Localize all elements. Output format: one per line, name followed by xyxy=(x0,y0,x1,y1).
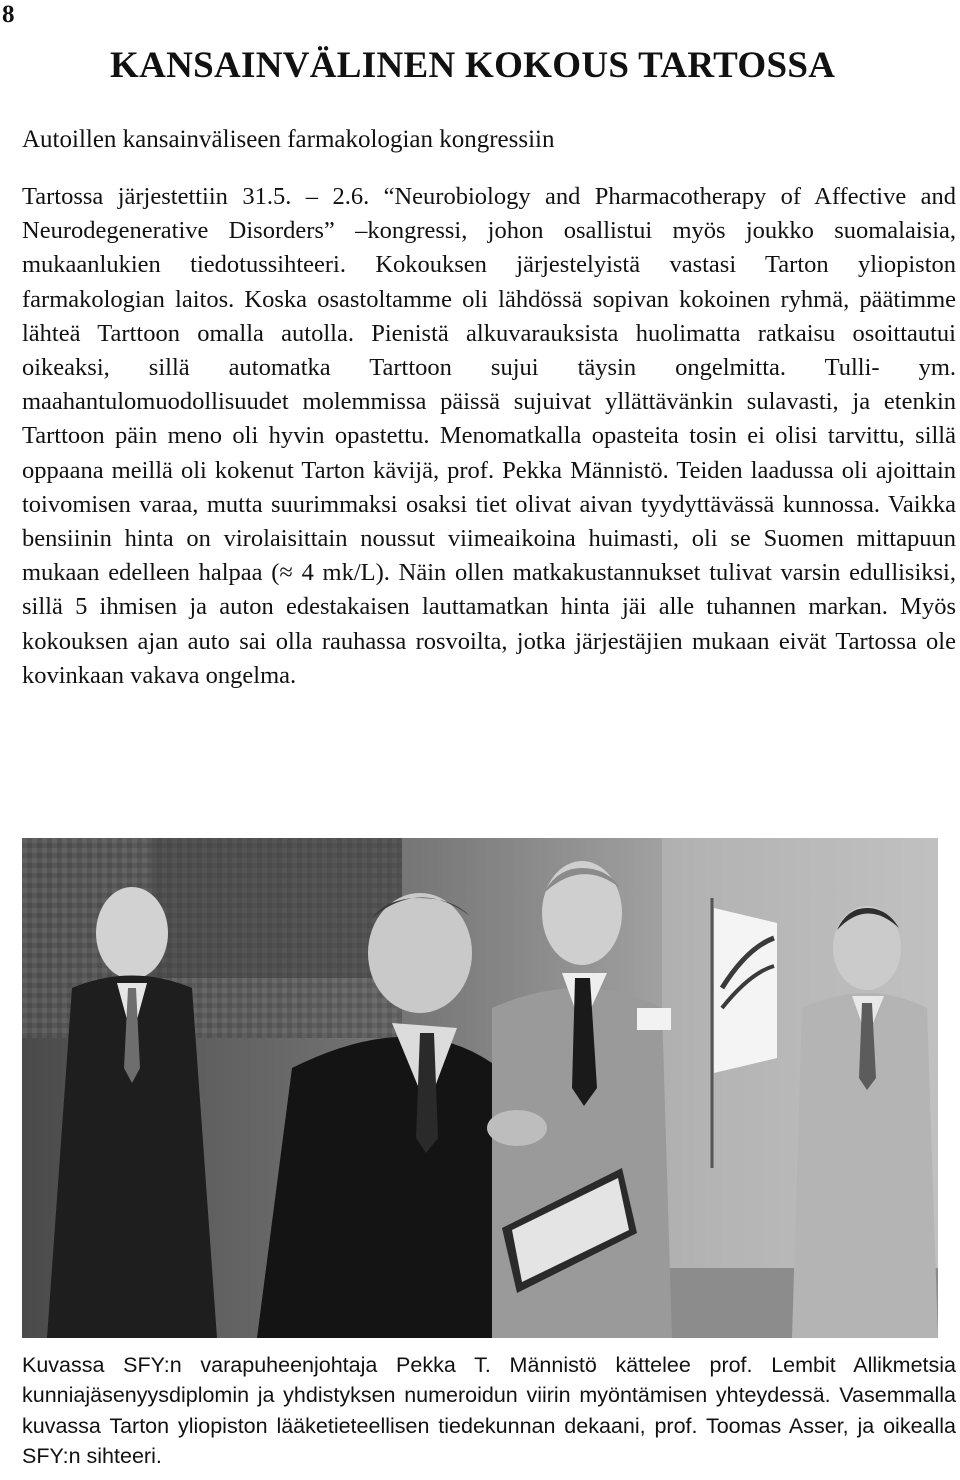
article-body: Tartossa järjestettiin 31.5. – 2.6. “Neurobiology and Pharmacotherapy of Affective and Neurodegenerative Disorders” –kongressi, johon osallistui myös joukko suomalaisia, mukaanlukien tiedotussihteeri. Kokouksen järjestelyistä vastasi Tarton yliopiston farmakologian laitos. Koska osastoltamme oli lähdössä sopivan kokoinen ryhmä, päätimme lähteä Tarttoon omalla autolla. Pienistä alkuvarauksista huolimatta ratkaisu osoittautui oikeaksi, sillä automatka Tarttoon sujui täysin ongelmitta. Tulli- ym. maahantulomuodollisuudet molemmissa päissä sujuivat yllättävänkin sulavasti, ja etenkin Tarttoon päin meno oli hyvin opastettu. Menomatkalla opasteita tosin ei olisi tarvittu, sillä oppaana meillä oli kokenut Tarton kävijä, prof. Pekka Männistö. Teiden laadussa oli ajoittain toivomisen varaa, mutta suurimmaksi osaksi tiet olivat aivan tyydyttävässä kunnossa. Vaikka bensiinin hinta on virolaisittain noussut viimeaikoina huimasti, oli se Suomen mittapuun mukaan edelleen halpaa (≈ 4 mk/L). Näin ollen matkakustannukset tulivat varsin edullisiksi, sillä 5 ihmisen ja auton edestakaisen lauttamatkan hinta jäi alle tuhannen markan. Myös kokouksen ajan auto sai olla rauhassa rosvoilta, jotka järjestäjien mukaan eivät Tartossa ole kovinkaan vakava ongelma. xyxy=(22,183,956,689)
page-number: 8 xyxy=(2,1,15,28)
photo-caption: Kuvassa SFY:n varapuheenjohtaja Pekka T. Männistö kättelee prof. Lembit Allikmetsia kunniajäsenyysdiplomin ja yhdistyksen numeroidun viirin myöntämisen yhteydessä. Vasemmalla kuvassa Tarton yliopiston lääketieteellisen tiedekunnan dekaani, prof. Toomas Asser, ja oikealla SFY:n sihteeri. xyxy=(22,1353,956,1469)
ceremony-photo xyxy=(22,838,938,1338)
handshake xyxy=(487,1110,547,1146)
article-title: KANSAINVÄLINEN KOKOUS TARTOSSA xyxy=(110,45,836,86)
article-subtitle: Autoillen kansainväliseen farmakologian kongressiin xyxy=(22,126,555,153)
name-badge xyxy=(637,1008,671,1030)
